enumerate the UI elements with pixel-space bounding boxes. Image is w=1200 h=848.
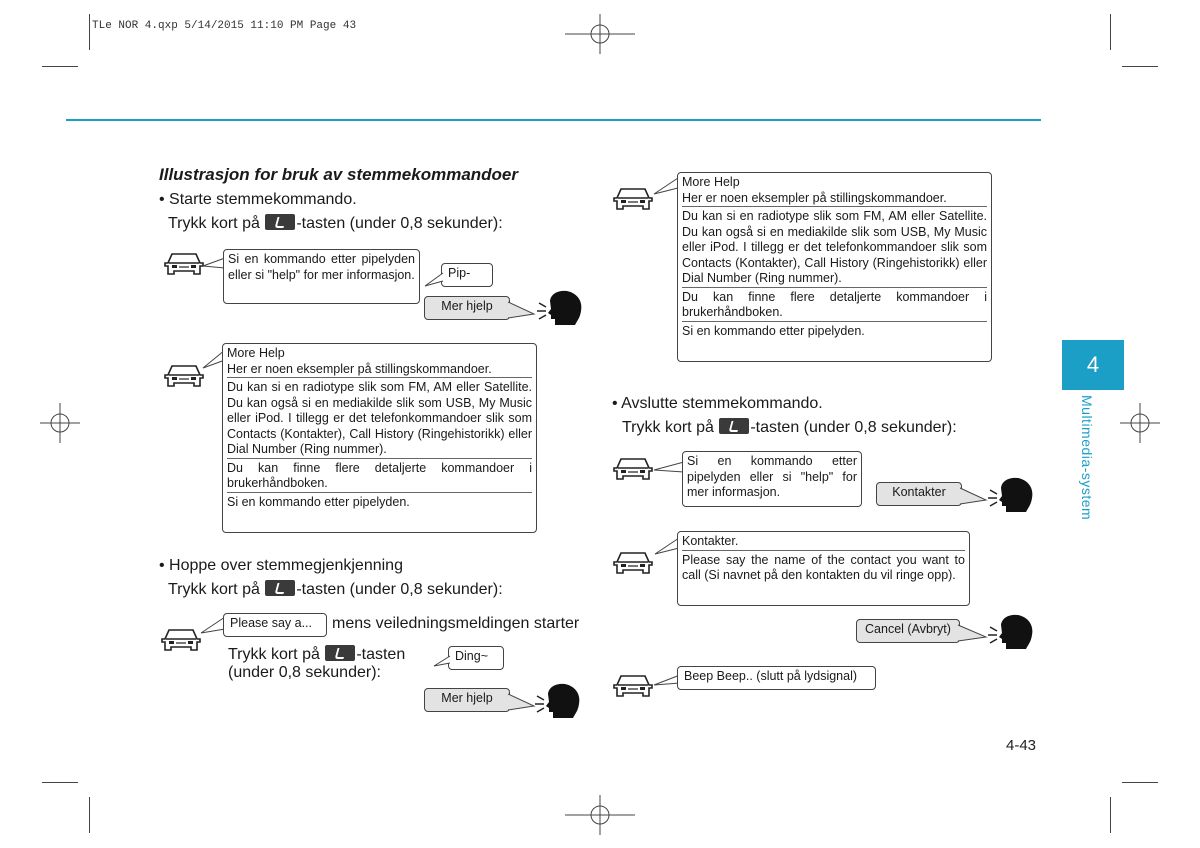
more-help-line: Her er noen eksempler på stillingskommandoer. bbox=[682, 191, 987, 208]
beep-bubble: Pip- bbox=[441, 263, 493, 287]
voice-key-icon bbox=[265, 214, 295, 230]
crop-mark bbox=[42, 66, 78, 67]
speaking-head-icon bbox=[988, 476, 1038, 520]
registration-mark-icon bbox=[565, 14, 635, 54]
car-icon bbox=[612, 549, 654, 577]
page-number: 4-43 bbox=[1006, 737, 1037, 754]
user-speech-bubble: Kontakter bbox=[876, 482, 962, 506]
crop-mark bbox=[1122, 782, 1158, 783]
car-icon bbox=[612, 672, 654, 700]
more-help-title: More Help bbox=[227, 346, 285, 360]
instruction-skip-2 bbox=[228, 645, 405, 682]
bubble-pointer bbox=[960, 488, 988, 506]
speaking-head-icon bbox=[537, 289, 587, 333]
car-icon bbox=[612, 455, 654, 483]
bullet-start: • Starte stemmekommando. bbox=[159, 191, 357, 208]
print-header: TLe NOR 4.qxp 5/14/2015 11:10 PM Page 43 bbox=[92, 20, 357, 32]
bubble-pointer bbox=[508, 694, 536, 712]
user-cancel-bubble: Cancel (Avbryt) bbox=[856, 619, 960, 643]
contacts-bubble bbox=[677, 531, 970, 606]
more-help-line: Si en kommando etter pipelyden. bbox=[227, 494, 410, 509]
bubble-pointer bbox=[958, 625, 988, 643]
crop-mark bbox=[89, 797, 90, 833]
beep-bubble: Ding~ bbox=[448, 646, 504, 670]
registration-mark-icon bbox=[1120, 403, 1160, 443]
bullet-end-text: Avslutte stemmekommando. bbox=[621, 395, 823, 412]
crop-mark bbox=[42, 782, 78, 783]
system-prompt-bubble bbox=[223, 249, 420, 304]
system-prompt-bubble bbox=[682, 451, 862, 507]
voice-key-icon bbox=[325, 645, 355, 661]
bullet-start-text: Starte stemmekommando. bbox=[169, 191, 357, 208]
crop-mark bbox=[1122, 66, 1158, 67]
instruction-text: -tasten (under 0,8 sekunder): bbox=[296, 215, 503, 232]
final-beep-bubble: Beep Beep.. (slutt på lydsignal) bbox=[677, 666, 876, 690]
instruction-text: (under 0,8 sekunder): bbox=[228, 664, 381, 681]
crop-mark bbox=[1110, 14, 1111, 50]
bubble-pointer bbox=[508, 302, 536, 320]
more-help-line: Her er noen eksempler på stillingskommandoer. bbox=[227, 362, 532, 379]
instruction-end bbox=[622, 418, 957, 437]
more-help-line: Si en kommando etter pipelyden. bbox=[682, 323, 865, 338]
bubble-pointer bbox=[425, 273, 445, 287]
chapter-tab: 4 bbox=[1062, 340, 1124, 390]
speaking-head-icon bbox=[535, 682, 585, 726]
instruction-text: Trykk kort på bbox=[622, 419, 719, 436]
car-icon bbox=[160, 626, 202, 654]
more-help-line: Du kan si en radiotype slik som FM, AM eller Satellite. Du kan også si en mediakilde slik som USB, My Music eller iPod. I tillegg er det telefonkommandoer slik som Contacts (Kontakter), Call History (Ringehistorikk) eller Dial Number (Ring nummer). bbox=[227, 380, 532, 459]
system-prompt-text: Si en kommando etter pipelyden eller si "help" for mer informasjon. bbox=[228, 252, 415, 282]
more-help-line: Du kan finne flere detaljerte kommandoer i brukerhåndboken. bbox=[227, 461, 532, 493]
contacts-title: Kontakter. bbox=[682, 534, 965, 551]
voice-key-icon bbox=[265, 580, 295, 596]
user-speech-bubble: Mer hjelp bbox=[424, 688, 510, 712]
crop-mark bbox=[89, 14, 90, 50]
car-icon bbox=[612, 185, 654, 213]
instruction-text: Trykk kort på bbox=[168, 215, 265, 232]
instruction-text: -tasten (under 0,8 sekunder): bbox=[296, 581, 503, 598]
car-icon bbox=[163, 362, 205, 390]
more-help-line: Du kan si en radiotype slik som FM, AM eller Satellite. Du kan også si en mediakilde slik som USB, My Music eller iPod. I tillegg er det telefonkommandoer slik som Contacts (Kontakter), Call History (Ringehistorikk) eller Dial Number (Ring nummer). bbox=[682, 209, 987, 288]
instruction-start bbox=[168, 214, 503, 233]
more-help-title: More Help bbox=[682, 175, 740, 189]
registration-mark-icon bbox=[565, 795, 635, 835]
bubble-pointer bbox=[434, 656, 452, 668]
bubble-pointer bbox=[203, 256, 225, 270]
user-speech-bubble: Mer hjelp bbox=[424, 296, 510, 320]
bubble-pointer bbox=[201, 617, 225, 635]
system-prompt-bubble: Please say a... bbox=[223, 613, 327, 637]
crop-mark bbox=[1110, 797, 1111, 833]
system-prompt-text: Si en kommando etter pipelyden eller si "help" for mer informasjon. bbox=[687, 454, 857, 499]
more-help-line: Du kan finne flere detaljerte kommandoer i brukerhåndboken. bbox=[682, 290, 987, 322]
bullet-end: • Avslutte stemmekommando. bbox=[612, 395, 823, 412]
bubble-pointer bbox=[654, 178, 678, 196]
section-title: Illustrasjon for bruk av stemmekommandoer bbox=[159, 165, 518, 184]
bullet-skip-text: Hoppe over stemmegjenkjenning bbox=[169, 557, 403, 574]
header-rule bbox=[66, 119, 1041, 121]
more-help-bubble bbox=[222, 343, 537, 533]
bubble-pointer bbox=[654, 460, 684, 474]
instruction-text: Trykk kort på bbox=[168, 581, 265, 598]
contacts-body: Please say the name of the contact you want to call (Si navnet på den kontakten du vil ringe opp). bbox=[682, 552, 965, 582]
registration-mark-icon bbox=[40, 403, 80, 443]
speaking-head-icon bbox=[988, 613, 1038, 657]
more-help-bubble bbox=[677, 172, 992, 362]
voice-key-icon bbox=[719, 418, 749, 434]
instruction-text: -tasten (under 0,8 sekunder): bbox=[750, 419, 957, 436]
instruction-text: -tasten bbox=[356, 646, 406, 663]
instruction-skip bbox=[168, 580, 503, 599]
instruction-text: Trykk kort på bbox=[228, 646, 325, 663]
bullet-skip: • Hoppe over stemmegjenkjenning bbox=[159, 557, 403, 574]
bubble-pointer bbox=[655, 538, 679, 556]
prompt-suffix: mens veiledningsmeldingen starter bbox=[332, 615, 580, 632]
chapter-label: Multimedia-system bbox=[1079, 395, 1095, 521]
car-icon bbox=[163, 250, 205, 278]
